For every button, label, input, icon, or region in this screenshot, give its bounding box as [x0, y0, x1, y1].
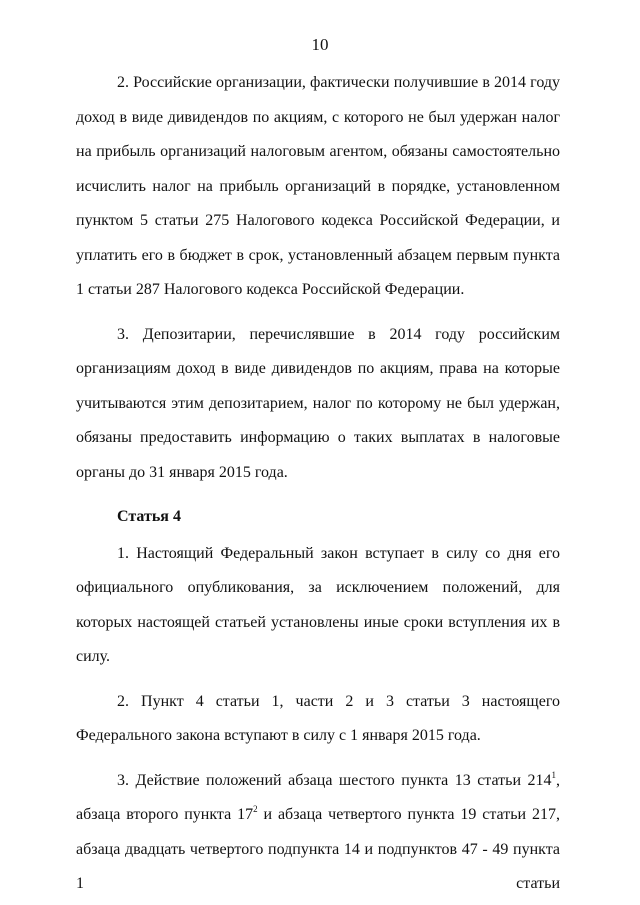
article4-heading: Статья 4 [117, 508, 181, 525]
document-body [76, 66, 560, 902]
paragraph-article4-item3-part1: 3. Действие положений абзаца шестого пункта 13 статьи 214 [117, 771, 552, 789]
paragraph-article3-item3: 3. Депозитарии, перечислявшие в 2014 году российским организациям доход в виде дивидендов по акциям, права на которые учитываются этим депозитарием, налог по которому не был удержан, обязаны предоставить информацию о таких выплатах в налоговые органы до 31 января 2015 года. [76, 325, 560, 481]
paragraph-article3-item2: 2. Российские организации, фактически получившие в 2014 году доход в виде дивидендов по акциям, с которого не был удержан налог на прибыль организаций налоговым агентом, обязаны самостоятельно исчислить налог на прибыль организаций в порядке, установленном пунктом 5 статьи 275 Налогового кодекса Российской Федерации, и уплатить его в бюджет в срок, установленный абзацем первым пункта 1 статьи 287 Налогового кодекса Российской Федерации. [76, 74, 560, 298]
superscript-2: 2 [253, 804, 258, 814]
paragraph-article4-item3-part3: и абзаца четвертого пункта 19 статьи 217, абзаца двадцать четвертого подпункта 14 и подпунктов 47 - 49 пункта 1 статьи [76, 806, 560, 892]
paragraph-article4-item1: 1. Настоящий Федеральный закон вступает в силу со дня его официального опубликования, за исключением положений, для которых настоящей статьей установлены иные сроки вступления их в силу. [76, 544, 560, 665]
paragraph-article4-item2: 2. Пункт 4 статьи 1, части 2 и 3 статьи 3 настоящего Федерального закона вступают в силу с 1 января 2015 года. [76, 692, 560, 744]
page-number: 10 [311, 35, 329, 54]
paragraph-article4-item3 [76, 764, 560, 902]
superscript-1: 1 [551, 769, 556, 780]
paragraph-article4-item3-part2: , абзаца второго пункта 17 [76, 771, 560, 823]
